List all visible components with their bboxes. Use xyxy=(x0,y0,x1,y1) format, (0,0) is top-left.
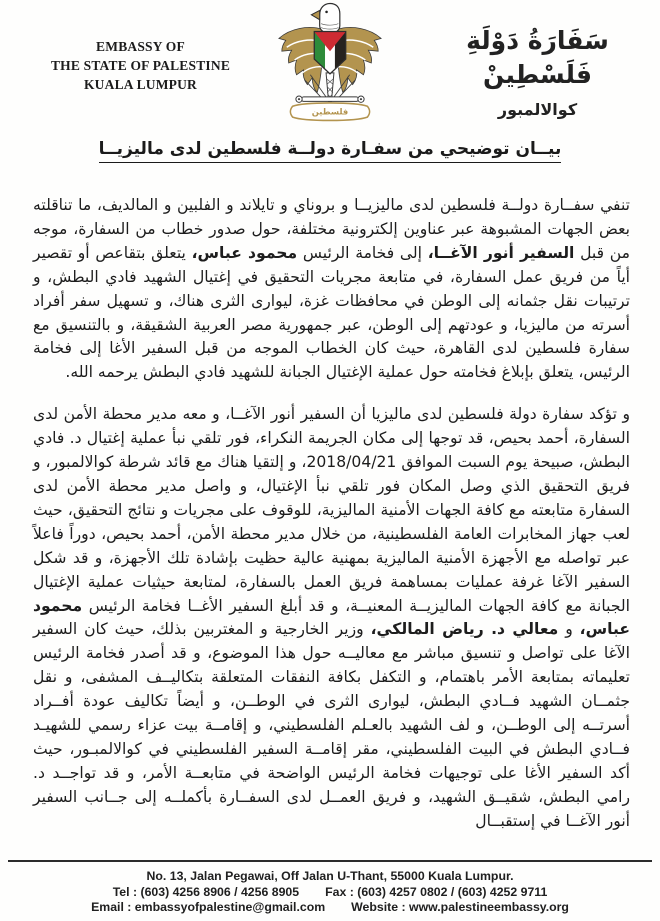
eagle-beak xyxy=(311,10,319,19)
embassy-name-english xyxy=(28,37,253,94)
emblem-banner-text: فلسطين xyxy=(311,106,349,117)
footer-phones xyxy=(0,885,660,901)
eagle-eye xyxy=(325,11,328,14)
embassy-arabic-title: سَفَارَةُ دَوْلَةِ فَلَسْطِينْ xyxy=(466,26,609,89)
letter-footer xyxy=(0,860,660,916)
embassy-name-line-1: EMBASSY OF xyxy=(96,39,185,54)
footer-address: No. 13, Jalan Pegawai, Off Jalan U-Thant, 55000 Kuala Lumpur. xyxy=(146,869,514,883)
footer-contacts xyxy=(0,900,660,916)
footer-divider xyxy=(8,860,652,862)
footer-fax: Fax : (603) 4257 0802 / (603) 4252 9711 xyxy=(325,884,548,899)
statement-title: بيــان توضيحي من سفـارة دولــة فلسطين لدى ماليزيــا xyxy=(0,139,660,159)
embassy-arabic-city: كوالالمبور xyxy=(497,100,578,119)
embassy-name-line-2: THE STATE OF PALESTINE xyxy=(50,58,231,73)
palestine-coat-of-arms-icon xyxy=(271,2,389,124)
paragraph-2: و تؤكد سفارة دولة فلسطين لدى ماليزيا أن السفير أنور الآغــا، و معه مدير محطة الأمن لدى السفارة، أحمد بحيص، قد توجها إلى مكان الجريمة النكراء، فور تلقي نبأ عملية إغتيال د. فادي البطش، صبيحة يوم السبت الموافق 2018/04/21، و إلتقيا هناك مع قائد شرطة كوالالمبور، و فريق التحقيق الذي وصل المكان فور تلقي نبأ الإغتيال، و واصل مدير محطة الأمن لدى السفارة متابعته مع كافة الجهات الأمنية الماليزية، للوقوف على مجريات و نتائج التحقيق، حيث لعب جهاز المخابرات العامة الفلسطينية، من خلال مدير محطة الأمن، أحمد بحيص، دوراً فاعلاً عبر تواصله مع الأجهزة الأمنية الماليزية بمهنية عالية حظيت بإشادة تلك الأجهزة، و قد شكل السفير الآغا غرفة عمليات بمساهمة فريق العمل بالسفارة، لمتابعة حيثيات عملية الإغتيال الجبانة مع كافة الجهات الماليزيــة المعنيــة، و قد أبلغ السفير الأغــا فخامة الرئيس محمود عباس، و معالي د. رياض المالكي، وزير الخارجية و المغتربين بذلك، حيث كان السفير الآغا على تواصل و تنسيق مباشر مع معاليــه حول هذا الموضوع، و قد أصدر فخامة الرئيس تعليماته بمتابعة الأمر باهتمام، و التكفل بكافة النفقات المتعلقة بتكاليــف المشفى، و نقل جثمــان الشهيد فــادي البطش، ليوارى الثرى في الوطــن، و أيضاً تكاليف عودة أفــراد أسرتــه إلى الوطــن، و لف الشهيد بالعـلم الفلسطيني، و إقامــة بيت عزاء رسمي للشهيـد فــادي البطش في البيت الفلسطيني، مقر إقامــة السفير الفلسطيني في كوالالمبـور، حيث أكد السفير الأغا على توجيهات فخامة الرئيس الواضحة في متابعــة الأمر، و قد تواجــد د. رامي البطش، شقيــق الشهيد، و فريق العمــل لدى السفــارة بأكملــه إلى جــانب السفير أنور الآغــا في إستقبــال xyxy=(33,405,630,830)
footer-email: Email : embassyofpalestine@gmail.com xyxy=(91,900,326,914)
statement-body xyxy=(33,194,630,852)
footer-website: Website : www.palestineembassy.org xyxy=(351,900,569,914)
embassy-name-line-3: KUALA LUMPUR xyxy=(83,77,198,92)
embassy-name-arabic xyxy=(425,24,650,119)
paragraph-1: تنفي سفــارة دولــة فلسطين لدى ماليزيــا و بروناي و تايلاند و الفلبين و المالديف، ما تناقلته بعض الجهات المشبوهة عبر عناوين إلكترونية مختلفة، حول صدور خطاب من السفارة، موجه من قبل السفير أنور الآغــا، إلى فخامة الرئيس محمود عباس، يتعلق بتقاعص أو تقصير أياً من فريق عمل السفارة، في متابعة مجريات التحقيق في إغتيال الشهيد فادي البطش، و ترتيبات نقل جثمانه إلى الوطن في محافظات غزة، ليوارى الثرى هناك، و تسهيل سفر أفراد أسرته من ماليزيا، و عودتهم إلى الوطن، عبر جمهورية مصر العربية الشقيقة، و بالتنسيق مع سفارة فلسطين لدى القاهرة، حيث كان الخطاب الموجه من قبل السفير الأغا إلى فخامة الرئيس، يتعلق بإبلاغ فخامته حول عملية الإغتيال الجبانة للشهيد فادي البطش يرحمه الله. xyxy=(33,196,631,382)
footer-tel: Tel : (603) 4256 8906 / 4256 8905 xyxy=(112,884,300,899)
